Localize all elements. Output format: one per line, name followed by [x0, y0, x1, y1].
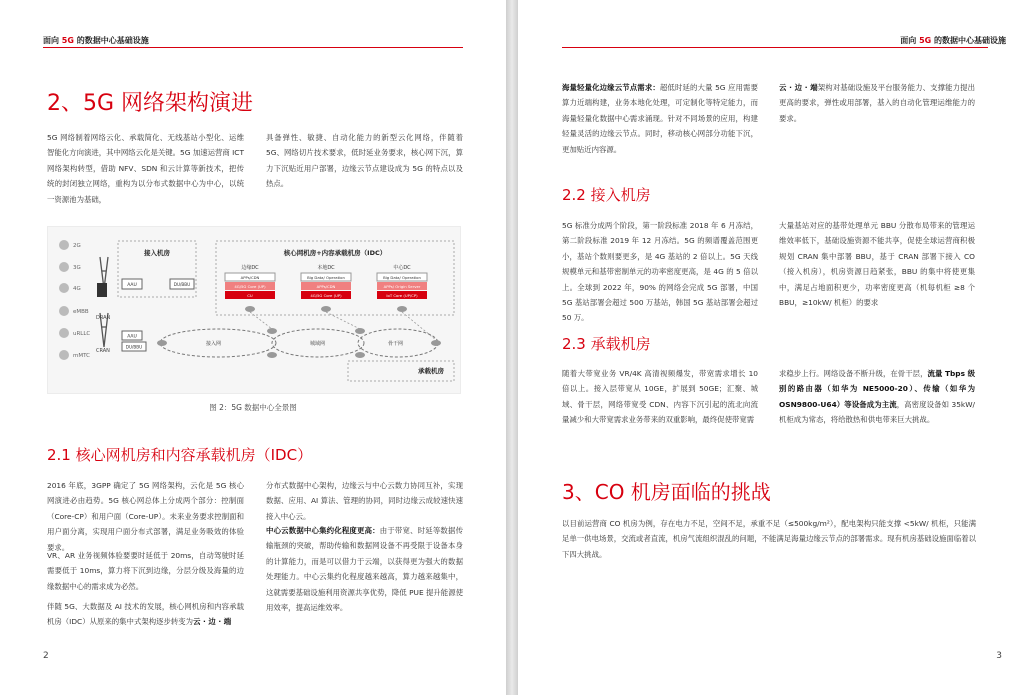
- router-icon: [431, 340, 441, 346]
- urllc-icon: [59, 328, 69, 338]
- svg-text:APPs/CDN: APPs/CDN: [316, 284, 336, 289]
- body-col2-p1: 分布式数据中心架构，边缘云与中心云数力协同互补，实现数据、应用、AI 算法、管理的协同，同时边缘云成较速快速接入中心云。: [266, 481, 463, 521]
- mmtc-icon: [59, 350, 69, 360]
- top-col2: 云 · 边 · 端架构对基础设施及平台服务能力、支撑能力提出更高的要求，弹性或用部署，基入的自动化管理运维能力的要求。: [779, 83, 975, 123]
- edge-dc-stack: [225, 273, 275, 299]
- body-col1-p3: 伴随 5G、大数据及 AI 技术的发展，核心网机房和内容承载机房（IDC）从原来的集中式架构逐步转变为云 · 边 · 端: [47, 602, 244, 627]
- bearer-room-title: 承载机房: [418, 367, 444, 375]
- section-title: 2、5G 网络架构演进: [47, 91, 254, 116]
- svg-text:Big Data/ Operation: Big Data/ Operation: [307, 275, 345, 280]
- sec3-body: 以目前运营商 CO 机房为例，存在电力不足，空间不足，承重不足（≤500kg/m²），配电架构只能支撑 <5kW/ 机柜，只能满足单一供电场景，交流或者直流，机房气流组织混乱的问题，不能满足海量边缘云节点的部署需求。现有机房基础设施面临着以下四大挑战。: [562, 519, 976, 559]
- core-dc-title: 核心网机房+内容承载机房（IDC）: [283, 249, 387, 257]
- label-3g: 3G: [73, 265, 81, 271]
- embb-icon: [59, 306, 69, 316]
- intro-column-2: 具备弹性、敏捷、自动化能力的新型云化网络，伴随着 5G、网络切片技术要求，低时延业务要求，核心网下沉，算力下沉贴近用户部署，边缘云节点建设成为 5G 的特点以及热点。: [266, 133, 463, 189]
- local-dc-stack: [301, 273, 351, 299]
- aau-box-1: AAU: [127, 283, 137, 288]
- svg-text:Big Data/ Operation: Big Data/ Operation: [383, 275, 421, 280]
- central-dc-stack: [377, 273, 427, 299]
- subsection-title-2-1: 2.1 核心网机房和内容承载机房（IDC）: [47, 446, 313, 464]
- page-number-left: 2: [43, 651, 49, 661]
- svg-text:CU: CU: [247, 293, 253, 298]
- du-bbu-box-2: DU/BBU: [125, 344, 143, 350]
- signal-icon: [59, 240, 69, 250]
- section-title-3: 3、CO 机房面临的挑战: [562, 480, 771, 504]
- access-net-label: 接入网: [206, 341, 222, 347]
- svg-text:IoT Core (UP/CP): IoT Core (UP/CP): [386, 293, 418, 298]
- backbone-net-label: 骨干网: [388, 341, 404, 347]
- svg-text:4G/5G Core (UP): 4G/5G Core (UP): [234, 284, 266, 289]
- sec22-col2: 大量基站对应的基带处理单元 BBU 分散布局带来的管理运维效率低下，基础设施资源不能共享，促使全球运营商积极规划 CRAN 集中部署 BBU，基于 CRAN 部署下接入 CO（接入机房），机房资源日趋紧张，BBU 的集中将使更集中，满足占地面积更少，功率密度更高（机每机柜 ≥8 个 BBU，≥10kW/ 机柜）的要求: [779, 221, 975, 308]
- body-col1-p2: VR、AR 业务视频体验要要时延低于 20ms，自动驾驶时延需要低于 10ms，算力将下沉到边缘，分层分级及海量的边缘数据中心的需求成为必然。: [47, 551, 244, 591]
- figure-caption: 图 2：5G 数据中心全景图: [209, 403, 297, 412]
- sec23-col1: 随着大带宽业务 VR/4K 高清视频爆发，带宽需求增长 10 倍以上。接入层带宽从 10GE，扩展到 50GE；汇聚、城域、骨干层，网络带宽受 CDN、内容下沉引起的流北向流量减少和大带宽需求业务带来的双重影响，最终促使带宽需: [562, 369, 758, 425]
- dran-label: DRAN: [96, 315, 111, 321]
- label-4g: 4G: [73, 286, 81, 292]
- intro-column-1: 5G 网络制着网络云化、承载简化、无线基站小型化、运维智能化方向演进，其中网络云化是关键。5G 加速运营商 ICT 网络架构转型，借助 NFV、SDN 和云计算等新技术，把传统的封闭独立网络，重构为以分布式数据中心为中心，以统一资源池为基础，: [47, 133, 244, 204]
- header-rule: [43, 47, 463, 48]
- aau-box-2: AAU: [127, 334, 137, 340]
- router-icon: [355, 352, 365, 358]
- signal-icon: [59, 283, 69, 293]
- cran-label: CRAN: [96, 348, 110, 354]
- sec22-col1: 5G 标准分成两个阶段，第一阶段标准 2018 年 6 月冻结，第二阶段标准 2019 年 12 月冻结。5G 的频谱覆盖范围更小，基站个数则要更多，是 4G 基站的 2 倍以上。5G 天线规模单元和基带密制单元的功率密度更高，是 4G 的 5 倍以上。全球到 2022 年，90% 的网络会完成 5G 部署，中国 5G 基站部署会超过 500 万基站，韩国 5G 基站部署会超过 50 万。: [562, 221, 758, 323]
- body-col2-p2: 中心云数据中心集约化程度更高：由于带宽、时延等数据传输瓶颈的突破，帮助传输和数据网设备不再受限于设备本身的计算能力，而是可以借力于云端，以获得更为强大的数据处理能力。中心云集约化程度越来越高，算力越来越集中，这就需要基础设施利用资源共享优势，降低 PUE 提升能源使用效率，提高运维效率。: [266, 526, 463, 613]
- running-header: 面向 5G 的数据中心基础设施: [43, 36, 149, 45]
- router-icon: [267, 352, 277, 358]
- edge-dc-label: 边缘DC: [241, 265, 259, 271]
- top-col1: 海量轻量化边缘云节点需求：超低时延的大量 5G 应用需要算力近端构建，业务本地化处理，可定制化等特定能力，而海量轻量化数据中心需求涌现。针对不同场景的应用，构建轻量灵活的边缘云节点。同时，移动核心网部分功能下沉，更加贴近内容源。: [562, 83, 758, 154]
- left-page: [0, 0, 506, 695]
- router-icon: [267, 328, 277, 334]
- central-dc-label: 中心DC: [393, 265, 411, 271]
- book-gutter: [506, 0, 518, 695]
- sec23-col2: 求稳步上行。网络设备不断升级，在骨干层，流量 Tbps 级别的路由器（如华为 NE5000-20）、传输（如华为 OSN9800-U64）等设备成为主流，高密度设备如 35kW/ 机柜成为常态，将给散热和供电带来巨大挑战。: [779, 369, 975, 425]
- running-header: 面向 5G 的数据中心基础设施: [900, 36, 1006, 45]
- router-icon: [397, 306, 407, 312]
- router-icon: [245, 306, 255, 312]
- metro-net-label: 城域网: [310, 341, 326, 347]
- router-icon: [157, 340, 167, 346]
- svg-text:4G/5G Core (UP): 4G/5G Core (UP): [310, 293, 342, 298]
- svg-text:APPs/CDN: APPs/CDN: [240, 275, 260, 280]
- svg-text:APPs/ Origin Server: APPs/ Origin Server: [383, 284, 421, 289]
- router-icon: [321, 306, 331, 312]
- label-mmtc: mMTC: [73, 353, 90, 359]
- du-bbu-box-1: DU/BBU: [173, 282, 191, 287]
- label-2g: 2G: [73, 243, 81, 249]
- label-embb: eMBB: [73, 309, 89, 315]
- rru-icon: [97, 283, 107, 297]
- signal-icon: [59, 262, 69, 272]
- access-room-title: 接入机房: [144, 249, 170, 257]
- subsection-title-2-2: 2.2 接入机房: [562, 186, 651, 204]
- header-rule: [562, 47, 988, 48]
- label-urllc: uRLLC: [73, 331, 91, 337]
- network-architecture-figure: [47, 226, 461, 394]
- page-number-right: 3: [996, 651, 1002, 661]
- right-page: [518, 0, 1024, 695]
- local-dc-label: 本地DC: [317, 265, 335, 271]
- body-col1-p1: 2016 年底，3GPP 确定了 5G 网络架构，云化是 5G 核心网演进必由趋势。5G 核心网总体上分成两个部分：控制面（Core-CP）和用户面（Core-UP）。未来业务要求控制面和用户面分离，实现用户面分布式部署，满足业务吸效的体验要求。: [47, 481, 244, 552]
- subsection-title-2-3: 2.3 承载机房: [562, 335, 651, 353]
